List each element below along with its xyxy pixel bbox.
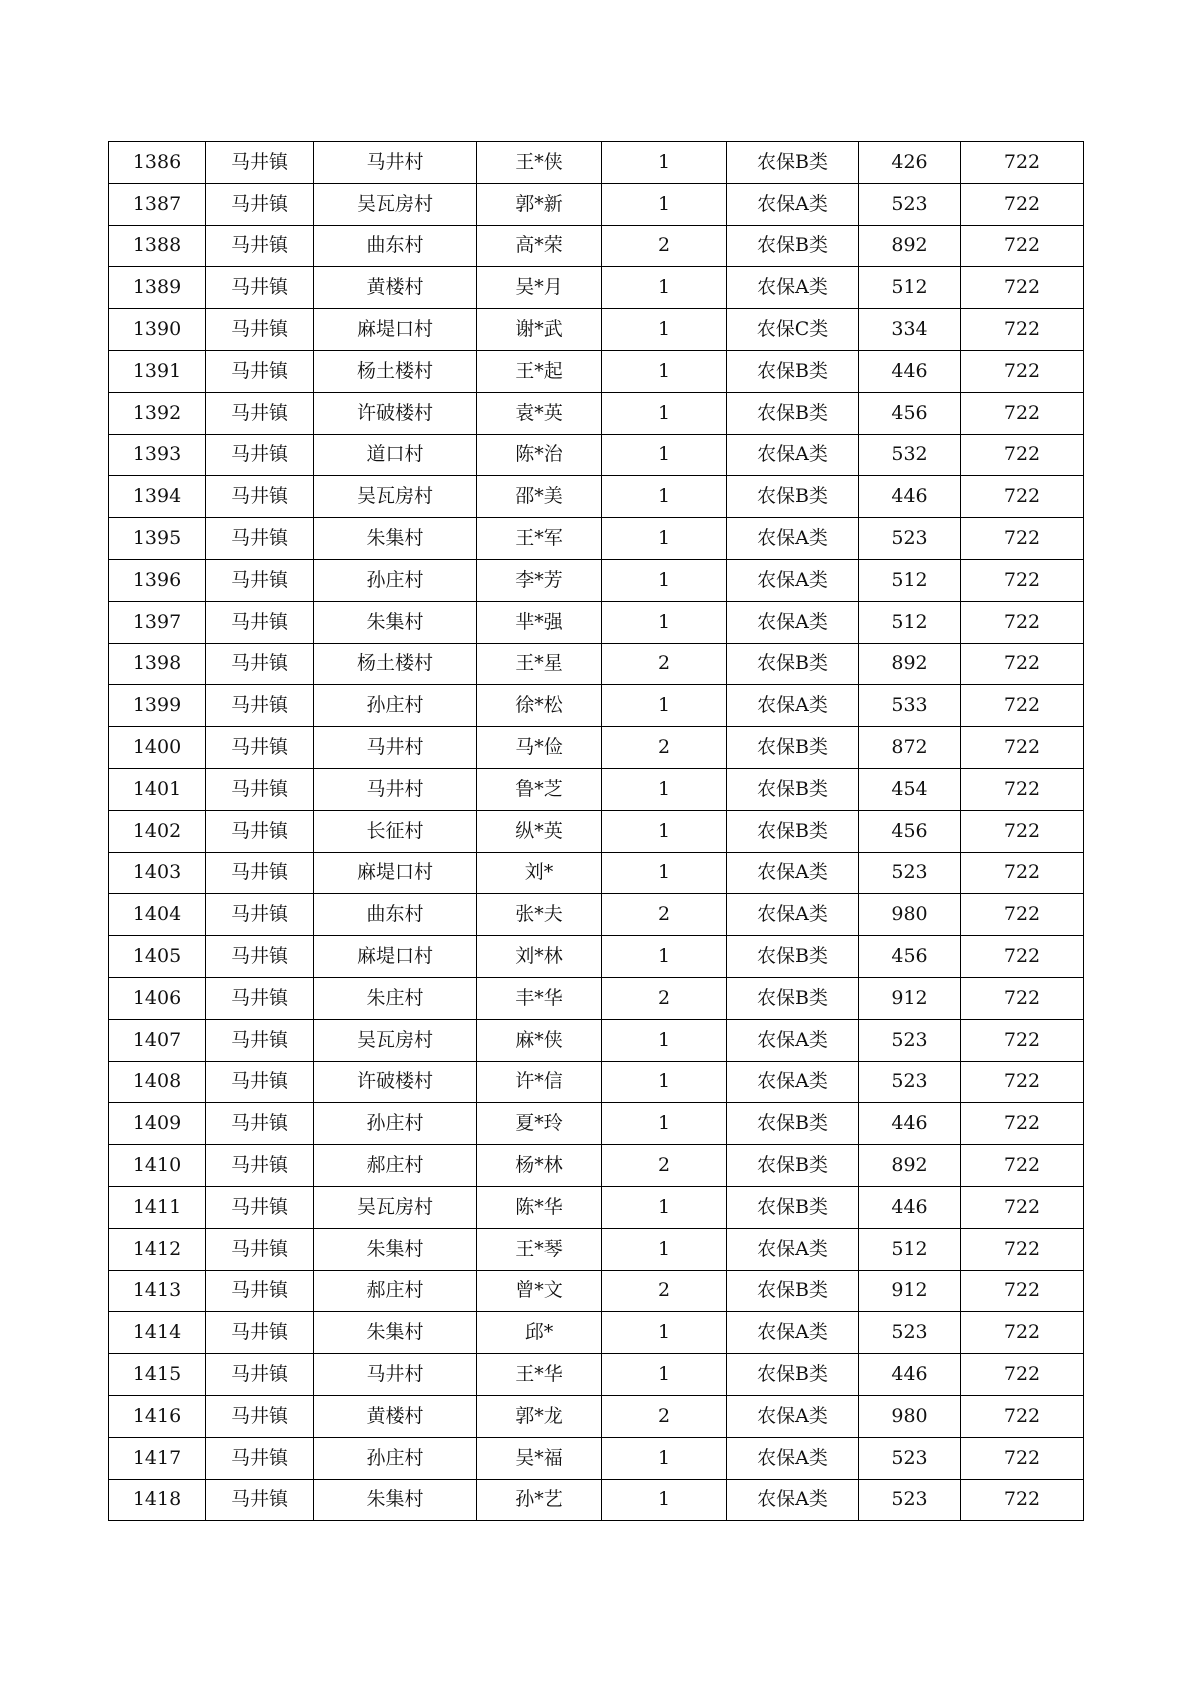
village-cell: 朱集村: [314, 1479, 477, 1521]
town-cell: 马井镇: [206, 1228, 314, 1270]
village-cell: 郝庄村: [314, 1270, 477, 1312]
code-cell: 722: [961, 1228, 1084, 1270]
town-cell: 马井镇: [206, 1019, 314, 1061]
category-cell: 农保B类: [727, 810, 859, 852]
category-cell: 农保B类: [727, 727, 859, 769]
code-cell: 722: [961, 1019, 1084, 1061]
count-cell: 1: [602, 852, 727, 894]
village-cell: 许破楼村: [314, 392, 477, 434]
town-cell: 马井镇: [206, 392, 314, 434]
village-cell: 吴瓦房村: [314, 476, 477, 518]
village-cell: 朱集村: [314, 1312, 477, 1354]
village-cell: 马井村: [314, 1354, 477, 1396]
name-cell: 高*荣: [477, 225, 602, 267]
name-cell: 刘*林: [477, 936, 602, 978]
village-cell: 吴瓦房村: [314, 1186, 477, 1228]
category-cell: 农保B类: [727, 1145, 859, 1187]
village-cell: 黄楼村: [314, 267, 477, 309]
code-cell: 722: [961, 142, 1084, 184]
amount-cell: 523: [859, 1312, 961, 1354]
name-cell: 王*侠: [477, 142, 602, 184]
town-cell: 马井镇: [206, 1061, 314, 1103]
category-cell: 农保B类: [727, 392, 859, 434]
count-cell: 1: [602, 309, 727, 351]
count-cell: 1: [602, 810, 727, 852]
table-row: [109, 1103, 1084, 1145]
village-cell: 马井村: [314, 142, 477, 184]
table-row: [109, 350, 1084, 392]
name-cell: 邱*: [477, 1312, 602, 1354]
category-cell: 农保A类: [727, 1395, 859, 1437]
record-number-cell: 1398: [109, 643, 206, 685]
name-cell: 王*华: [477, 1354, 602, 1396]
amount-cell: 454: [859, 768, 961, 810]
code-cell: 722: [961, 894, 1084, 936]
village-cell: 黄楼村: [314, 1395, 477, 1437]
amount-cell: 334: [859, 309, 961, 351]
town-cell: 马井镇: [206, 142, 314, 184]
category-cell: 农保A类: [727, 1061, 859, 1103]
town-cell: 马井镇: [206, 936, 314, 978]
code-cell: 722: [961, 350, 1084, 392]
town-cell: 马井镇: [206, 768, 314, 810]
amount-cell: 446: [859, 1186, 961, 1228]
amount-cell: 426: [859, 142, 961, 184]
name-cell: 徐*松: [477, 685, 602, 727]
code-cell: 722: [961, 1312, 1084, 1354]
records-table: [108, 141, 1084, 1521]
name-cell: 谢*武: [477, 309, 602, 351]
category-cell: 农保B类: [727, 1186, 859, 1228]
category-cell: 农保B类: [727, 350, 859, 392]
count-cell: 2: [602, 894, 727, 936]
village-cell: 曲东村: [314, 894, 477, 936]
category-cell: 农保A类: [727, 183, 859, 225]
record-number-cell: 1393: [109, 434, 206, 476]
village-cell: 吴瓦房村: [314, 1019, 477, 1061]
town-cell: 马井镇: [206, 852, 314, 894]
name-cell: 丰*华: [477, 977, 602, 1019]
name-cell: 吴*月: [477, 267, 602, 309]
code-cell: 722: [961, 1437, 1084, 1479]
record-number-cell: 1388: [109, 225, 206, 267]
amount-cell: 512: [859, 267, 961, 309]
village-cell: 孙庄村: [314, 1437, 477, 1479]
category-cell: 农保B类: [727, 936, 859, 978]
table-row: [109, 977, 1084, 1019]
village-cell: 朱集村: [314, 601, 477, 643]
table-row: [109, 1395, 1084, 1437]
record-number-cell: 1391: [109, 350, 206, 392]
category-cell: 农保C类: [727, 309, 859, 351]
code-cell: 722: [961, 1479, 1084, 1521]
count-cell: 1: [602, 1019, 727, 1061]
name-cell: 夏*玲: [477, 1103, 602, 1145]
table-row: [109, 142, 1084, 184]
amount-cell: 446: [859, 350, 961, 392]
record-number-cell: 1386: [109, 142, 206, 184]
name-cell: 马*俭: [477, 727, 602, 769]
code-cell: 722: [961, 518, 1084, 560]
record-number-cell: 1399: [109, 685, 206, 727]
table-row: [109, 1312, 1084, 1354]
record-number-cell: 1405: [109, 936, 206, 978]
town-cell: 马井镇: [206, 1437, 314, 1479]
village-cell: 麻堤口村: [314, 309, 477, 351]
count-cell: 1: [602, 601, 727, 643]
category-cell: 农保A类: [727, 559, 859, 601]
table-row: [109, 727, 1084, 769]
town-cell: 马井镇: [206, 1145, 314, 1187]
name-cell: 陈*华: [477, 1186, 602, 1228]
town-cell: 马井镇: [206, 810, 314, 852]
village-cell: 郝庄村: [314, 1145, 477, 1187]
town-cell: 马井镇: [206, 1354, 314, 1396]
record-number-cell: 1412: [109, 1228, 206, 1270]
count-cell: 1: [602, 936, 727, 978]
village-cell: 朱集村: [314, 518, 477, 560]
amount-cell: 892: [859, 1145, 961, 1187]
amount-cell: 512: [859, 1228, 961, 1270]
count-cell: 2: [602, 1395, 727, 1437]
count-cell: 2: [602, 643, 727, 685]
village-cell: 吴瓦房村: [314, 183, 477, 225]
category-cell: 农保A类: [727, 1312, 859, 1354]
record-number-cell: 1407: [109, 1019, 206, 1061]
name-cell: 曾*文: [477, 1270, 602, 1312]
town-cell: 马井镇: [206, 518, 314, 560]
code-cell: 722: [961, 1395, 1084, 1437]
count-cell: 1: [602, 350, 727, 392]
table-row: [109, 685, 1084, 727]
category-cell: 农保B类: [727, 768, 859, 810]
amount-cell: 446: [859, 1354, 961, 1396]
record-number-cell: 1404: [109, 894, 206, 936]
amount-cell: 446: [859, 476, 961, 518]
category-cell: 农保A类: [727, 1228, 859, 1270]
town-cell: 马井镇: [206, 894, 314, 936]
town-cell: 马井镇: [206, 685, 314, 727]
record-number-cell: 1408: [109, 1061, 206, 1103]
count-cell: 1: [602, 518, 727, 560]
village-cell: 麻堤口村: [314, 852, 477, 894]
name-cell: 王*星: [477, 643, 602, 685]
town-cell: 马井镇: [206, 1186, 314, 1228]
name-cell: 许*信: [477, 1061, 602, 1103]
record-number-cell: 1410: [109, 1145, 206, 1187]
table-row: [109, 225, 1084, 267]
count-cell: 2: [602, 1270, 727, 1312]
table-row: [109, 476, 1084, 518]
name-cell: 孙*艺: [477, 1479, 602, 1521]
record-number-cell: 1417: [109, 1437, 206, 1479]
amount-cell: 523: [859, 1479, 961, 1521]
table-row: [109, 559, 1084, 601]
name-cell: 鲁*芝: [477, 768, 602, 810]
name-cell: 芈*强: [477, 601, 602, 643]
category-cell: 农保B类: [727, 1354, 859, 1396]
count-cell: 2: [602, 225, 727, 267]
code-cell: 722: [961, 810, 1084, 852]
table-row: [109, 810, 1084, 852]
town-cell: 马井镇: [206, 1312, 314, 1354]
record-number-cell: 1394: [109, 476, 206, 518]
category-cell: 农保A类: [727, 267, 859, 309]
table-row: [109, 309, 1084, 351]
village-cell: 朱集村: [314, 1228, 477, 1270]
count-cell: 1: [602, 183, 727, 225]
record-number-cell: 1389: [109, 267, 206, 309]
record-number-cell: 1413: [109, 1270, 206, 1312]
amount-cell: 912: [859, 1270, 961, 1312]
record-number-cell: 1395: [109, 518, 206, 560]
village-cell: 孙庄村: [314, 685, 477, 727]
record-number-cell: 1415: [109, 1354, 206, 1396]
name-cell: 陈*治: [477, 434, 602, 476]
count-cell: 1: [602, 1103, 727, 1145]
category-cell: 农保A类: [727, 852, 859, 894]
table-row: [109, 601, 1084, 643]
amount-cell: 980: [859, 894, 961, 936]
amount-cell: 532: [859, 434, 961, 476]
town-cell: 马井镇: [206, 476, 314, 518]
town-cell: 马井镇: [206, 225, 314, 267]
town-cell: 马井镇: [206, 601, 314, 643]
category-cell: 农保A类: [727, 894, 859, 936]
table-row: [109, 434, 1084, 476]
table-row: [109, 894, 1084, 936]
category-cell: 农保B类: [727, 977, 859, 1019]
record-number-cell: 1400: [109, 727, 206, 769]
village-cell: 孙庄村: [314, 1103, 477, 1145]
town-cell: 马井镇: [206, 309, 314, 351]
town-cell: 马井镇: [206, 434, 314, 476]
category-cell: 农保A类: [727, 685, 859, 727]
name-cell: 王*起: [477, 350, 602, 392]
town-cell: 马井镇: [206, 977, 314, 1019]
code-cell: 722: [961, 852, 1084, 894]
amount-cell: 523: [859, 518, 961, 560]
code-cell: 722: [961, 434, 1084, 476]
count-cell: 1: [602, 267, 727, 309]
code-cell: 722: [961, 1145, 1084, 1187]
record-number-cell: 1406: [109, 977, 206, 1019]
count-cell: 2: [602, 727, 727, 769]
name-cell: 郭*龙: [477, 1395, 602, 1437]
table-row: [109, 1061, 1084, 1103]
count-cell: 2: [602, 1145, 727, 1187]
town-cell: 马井镇: [206, 1103, 314, 1145]
count-cell: 1: [602, 768, 727, 810]
category-cell: 农保B类: [727, 1270, 859, 1312]
record-number-cell: 1396: [109, 559, 206, 601]
village-cell: 孙庄村: [314, 559, 477, 601]
code-cell: 722: [961, 1061, 1084, 1103]
amount-cell: 872: [859, 727, 961, 769]
category-cell: 农保B类: [727, 476, 859, 518]
record-number-cell: 1401: [109, 768, 206, 810]
code-cell: 722: [961, 225, 1084, 267]
count-cell: 1: [602, 559, 727, 601]
code-cell: 722: [961, 476, 1084, 518]
town-cell: 马井镇: [206, 727, 314, 769]
town-cell: 马井镇: [206, 643, 314, 685]
name-cell: 邵*美: [477, 476, 602, 518]
code-cell: 722: [961, 267, 1084, 309]
category-cell: 农保B类: [727, 1103, 859, 1145]
amount-cell: 523: [859, 852, 961, 894]
amount-cell: 523: [859, 1019, 961, 1061]
record-number-cell: 1418: [109, 1479, 206, 1521]
code-cell: 722: [961, 309, 1084, 351]
category-cell: 农保A类: [727, 601, 859, 643]
count-cell: 1: [602, 392, 727, 434]
count-cell: 1: [602, 476, 727, 518]
code-cell: 722: [961, 643, 1084, 685]
table-row: [109, 643, 1084, 685]
code-cell: 722: [961, 936, 1084, 978]
amount-cell: 456: [859, 810, 961, 852]
category-cell: 农保A类: [727, 518, 859, 560]
table-row: [109, 518, 1084, 560]
town-cell: 马井镇: [206, 183, 314, 225]
count-cell: 1: [602, 685, 727, 727]
name-cell: 王*琴: [477, 1228, 602, 1270]
table-row: [109, 852, 1084, 894]
code-cell: 722: [961, 685, 1084, 727]
category-cell: 农保B类: [727, 643, 859, 685]
table-row: [109, 1437, 1084, 1479]
village-cell: 马井村: [314, 727, 477, 769]
town-cell: 马井镇: [206, 1395, 314, 1437]
code-cell: 722: [961, 559, 1084, 601]
category-cell: 农保A类: [727, 434, 859, 476]
code-cell: 722: [961, 977, 1084, 1019]
name-cell: 杨*林: [477, 1145, 602, 1187]
count-cell: 1: [602, 1479, 727, 1521]
amount-cell: 456: [859, 936, 961, 978]
record-number-cell: 1402: [109, 810, 206, 852]
village-cell: 曲东村: [314, 225, 477, 267]
table-row: [109, 1228, 1084, 1270]
amount-cell: 892: [859, 643, 961, 685]
record-number-cell: 1397: [109, 601, 206, 643]
town-cell: 马井镇: [206, 350, 314, 392]
category-cell: 农保A类: [727, 1019, 859, 1061]
count-cell: 1: [602, 1228, 727, 1270]
count-cell: 1: [602, 1061, 727, 1103]
amount-cell: 523: [859, 1061, 961, 1103]
table-row: [109, 1186, 1084, 1228]
table-row: [109, 768, 1084, 810]
code-cell: 722: [961, 183, 1084, 225]
amount-cell: 523: [859, 183, 961, 225]
village-cell: 杨土楼村: [314, 350, 477, 392]
village-cell: 道口村: [314, 434, 477, 476]
code-cell: 722: [961, 1186, 1084, 1228]
name-cell: 李*芳: [477, 559, 602, 601]
name-cell: 王*军: [477, 518, 602, 560]
name-cell: 吴*福: [477, 1437, 602, 1479]
count-cell: 1: [602, 1312, 727, 1354]
category-cell: 农保B类: [727, 142, 859, 184]
count-cell: 1: [602, 1354, 727, 1396]
record-number-cell: 1392: [109, 392, 206, 434]
name-cell: 袁*英: [477, 392, 602, 434]
village-cell: 麻堤口村: [314, 936, 477, 978]
town-cell: 马井镇: [206, 559, 314, 601]
table-row: [109, 936, 1084, 978]
amount-cell: 512: [859, 601, 961, 643]
record-number-cell: 1414: [109, 1312, 206, 1354]
table-row: [109, 1354, 1084, 1396]
village-cell: 杨土楼村: [314, 643, 477, 685]
town-cell: 马井镇: [206, 1270, 314, 1312]
name-cell: 郭*新: [477, 183, 602, 225]
table-row: [109, 1145, 1084, 1187]
village-cell: 马井村: [314, 768, 477, 810]
amount-cell: 892: [859, 225, 961, 267]
table-row: [109, 392, 1084, 434]
amount-cell: 523: [859, 1437, 961, 1479]
village-cell: 长征村: [314, 810, 477, 852]
count-cell: 1: [602, 142, 727, 184]
amount-cell: 446: [859, 1103, 961, 1145]
code-cell: 722: [961, 1270, 1084, 1312]
town-cell: 马井镇: [206, 267, 314, 309]
code-cell: 722: [961, 768, 1084, 810]
table-row: [109, 1019, 1084, 1061]
village-cell: 许破楼村: [314, 1061, 477, 1103]
name-cell: 麻*侠: [477, 1019, 602, 1061]
category-cell: 农保A类: [727, 1437, 859, 1479]
code-cell: 722: [961, 727, 1084, 769]
code-cell: 722: [961, 392, 1084, 434]
village-cell: 朱庄村: [314, 977, 477, 1019]
record-number-cell: 1390: [109, 309, 206, 351]
code-cell: 722: [961, 1103, 1084, 1145]
table-row: [109, 1270, 1084, 1312]
amount-cell: 980: [859, 1395, 961, 1437]
category-cell: 农保B类: [727, 225, 859, 267]
amount-cell: 533: [859, 685, 961, 727]
count-cell: 2: [602, 977, 727, 1019]
count-cell: 1: [602, 1186, 727, 1228]
table-row: [109, 1479, 1084, 1521]
code-cell: 722: [961, 1354, 1084, 1396]
table-row: [109, 267, 1084, 309]
count-cell: 1: [602, 434, 727, 476]
record-number-cell: 1411: [109, 1186, 206, 1228]
table-row: [109, 183, 1084, 225]
name-cell: 纵*英: [477, 810, 602, 852]
amount-cell: 512: [859, 559, 961, 601]
town-cell: 马井镇: [206, 1479, 314, 1521]
code-cell: 722: [961, 601, 1084, 643]
count-cell: 1: [602, 1437, 727, 1479]
amount-cell: 912: [859, 977, 961, 1019]
record-number-cell: 1416: [109, 1395, 206, 1437]
record-number-cell: 1403: [109, 852, 206, 894]
category-cell: 农保A类: [727, 1479, 859, 1521]
record-number-cell: 1387: [109, 183, 206, 225]
table-body: [109, 142, 1084, 1521]
amount-cell: 456: [859, 392, 961, 434]
name-cell: 张*夫: [477, 894, 602, 936]
record-number-cell: 1409: [109, 1103, 206, 1145]
name-cell: 刘*: [477, 852, 602, 894]
